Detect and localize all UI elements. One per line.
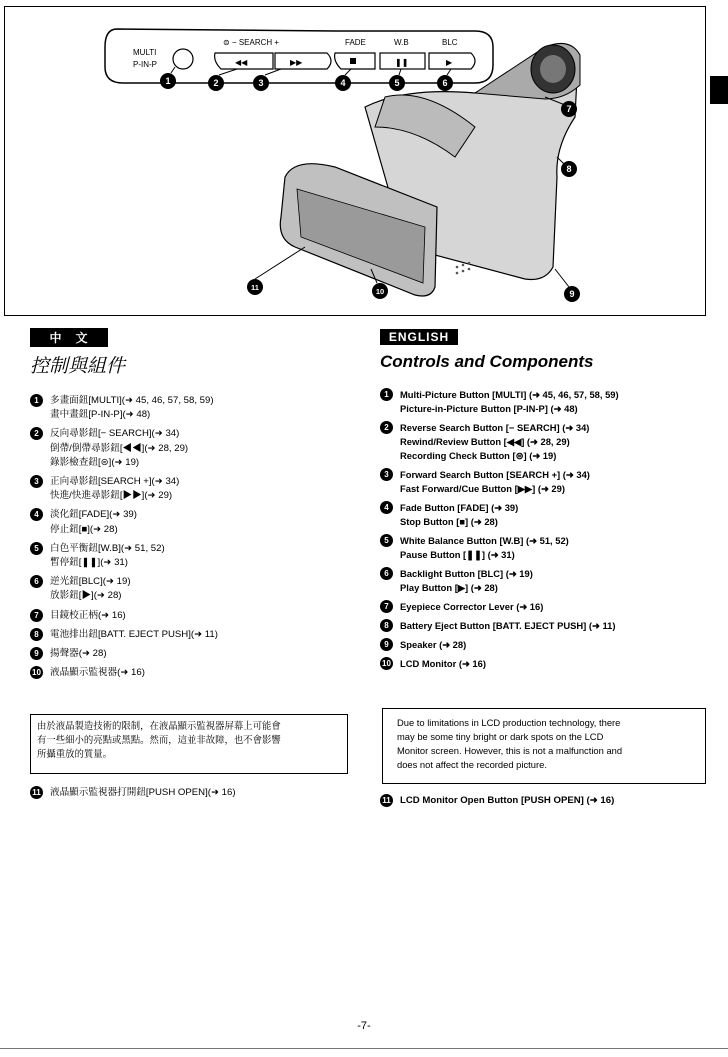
- english-item-3: [380, 468, 710, 496]
- english-item-1: [380, 388, 710, 416]
- notice-line: may be some tiny bright or dark spots on the LCD: [397, 731, 604, 742]
- item-text: 液晶顯示監視器打開鈕[PUSH OPEN](➜ 16): [50, 787, 236, 798]
- page-number: -7-: [357, 1020, 371, 1032]
- english-item-10: [380, 657, 710, 671]
- item-text-line: 逆光鈕[BLC](➜ 19): [50, 576, 131, 588]
- fade-label: FADE: [345, 38, 366, 47]
- pinp-label: P-IN-P: [133, 60, 157, 69]
- svg-text:7: 7: [566, 104, 572, 114]
- item-text-line: Rewind/Review Button [◀◀] (➜ 28, 29): [400, 436, 570, 447]
- item-text-line: Battery Eject Button [BATT. EJECT PUSH] (➜ 11): [400, 620, 616, 631]
- item-text-line: 白色平衡鈕[W.B](➜ 51, 52): [50, 542, 165, 554]
- english-item-9: [380, 638, 710, 652]
- multi-label: MULTI: [133, 48, 157, 57]
- item-text-line: 揚聲器(➜ 28): [50, 648, 107, 660]
- item-text-line: 多畫面鈕[MULTI](➜ 45, 46, 57, 58, 59): [50, 395, 214, 406]
- item-text-line: 淡化鈕[FADE](➜ 39): [50, 509, 137, 521]
- item-text-line: 放影鈕[▶](➜ 28): [50, 590, 122, 602]
- item-number-badge: 4: [30, 508, 43, 521]
- item-text-line: Forward Search Button [SEARCH +] (➜ 34): [400, 469, 590, 480]
- english-item-5: [380, 534, 710, 562]
- item-number-badge: 6: [380, 567, 393, 580]
- chinese-language-tag: 中 文: [30, 328, 108, 347]
- item-text-line: Speaker (➜ 28): [400, 639, 467, 650]
- item-number-badge: 5: [380, 534, 393, 547]
- item-number-badge: 7: [380, 600, 393, 613]
- item-text-line: Backlight Button [BLC] (➜ 19): [400, 568, 533, 579]
- english-column: [380, 328, 710, 676]
- notice-line: does not affect the recorded picture.: [397, 759, 547, 770]
- chinese-item-6: [30, 575, 352, 603]
- svg-text:3: 3: [258, 78, 264, 88]
- item-text-line: 快進/快進尋影鈕[▶▶](➜ 29): [50, 490, 173, 502]
- item-number-badge: 9: [30, 647, 43, 660]
- english-notice-box: [382, 708, 706, 784]
- item-text: LCD Monitor Open Button [PUSH OPEN] (➜ 16): [400, 795, 615, 806]
- chinese-item-8: [30, 628, 352, 642]
- item-number-badge: 5: [30, 542, 43, 555]
- svg-text:5: 5: [394, 78, 400, 88]
- english-item-6: [380, 567, 710, 595]
- english-language-tag: ENGLISH: [380, 329, 458, 345]
- chinese-item-11: [30, 786, 372, 800]
- item-text-line: White Balance Button [W.B] (➜ 51, 52): [400, 535, 569, 546]
- item-text-line: Fade Button [FADE] (➜ 39): [400, 502, 519, 513]
- pause-icon: ❚❚: [395, 58, 409, 67]
- svg-text:1: 1: [165, 76, 171, 86]
- chinese-column: [30, 328, 352, 685]
- item-number-badge: 6: [30, 575, 43, 588]
- chinese-item-list: [30, 394, 352, 680]
- chinese-item-3: [30, 475, 352, 503]
- chinese-item-10: [30, 666, 352, 680]
- notice-line: 所攝重放的質量。: [37, 748, 113, 759]
- item-number-badge: 10: [30, 666, 43, 679]
- svg-text:6: 6: [442, 78, 448, 88]
- item-text-line: 暫停鈕[❚❚](➜ 31): [50, 557, 128, 569]
- english-heading: Controls and Components: [380, 352, 594, 371]
- play-icon: ▶: [446, 58, 453, 67]
- section-tab-marker: [710, 76, 728, 104]
- chinese-item-5: [30, 542, 352, 570]
- english-item-11: [380, 794, 728, 808]
- item-number-badge: 1: [30, 394, 43, 407]
- english-item-8: [380, 619, 710, 633]
- item-number-badge: 7: [30, 609, 43, 622]
- item-text-line: Multi-Picture Button [MULTI] (➜ 45, 46, 57, 58, 59): [400, 389, 619, 400]
- item-number-badge: 11: [30, 786, 43, 799]
- item-text-line: 停止鈕[■](➜ 28): [50, 523, 118, 535]
- item-text-line: Reverse Search Button [− SEARCH] (➜ 34): [400, 422, 590, 433]
- item-text-line: 畫中畫鈕[P-IN-P](➜ 48): [50, 409, 151, 421]
- chinese-item-2: [30, 427, 352, 470]
- chinese-heading: 控制與組件: [30, 355, 126, 377]
- svg-text:10: 10: [375, 287, 385, 296]
- item-text-line: LCD Monitor (➜ 16): [400, 658, 486, 669]
- illustration-frame: [4, 6, 706, 316]
- bottom-rule: [0, 1048, 728, 1049]
- item-text-line: 錄影檢查鈕[⊜](➜ 19): [50, 456, 140, 468]
- item-text-line: 電池排出鈕[BATT. EJECT PUSH](➜ 11): [50, 628, 218, 640]
- item-number-badge: 4: [380, 501, 393, 514]
- svg-text:2: 2: [213, 78, 219, 88]
- chinese-item-1: [30, 394, 352, 422]
- search-label: ⊜ − SEARCH +: [223, 38, 280, 47]
- chinese-item-4: [30, 508, 352, 536]
- item-number-badge: 3: [380, 468, 393, 481]
- rewind-icon: ◀◀: [235, 58, 248, 67]
- item-text-line: Play Button [▶] (➜ 28): [400, 582, 498, 593]
- notice-line: 由於液晶製造技術的限制，在液晶顯示監視器屏幕上可能會: [37, 720, 281, 731]
- english-item-7: [380, 600, 710, 614]
- item-number-badge: 1: [380, 388, 393, 401]
- svg-text:11: 11: [251, 283, 259, 292]
- chinese-item-9: [30, 647, 352, 661]
- notice-line: Due to limitations in LCD production technology, there: [397, 717, 621, 728]
- item-number-badge: 8: [380, 619, 393, 632]
- item-text-line: Pause Button [❚❚] (➜ 31): [400, 549, 515, 560]
- item-text-line: 液晶顯示監視器(➜ 16): [50, 667, 145, 679]
- wb-label: W.B: [394, 38, 409, 47]
- camcorder-illustration: [5, 7, 705, 315]
- fast-forward-icon: ▶▶: [290, 58, 303, 67]
- english-item-4: [380, 501, 710, 529]
- chinese-notice-box: [30, 714, 348, 774]
- item-number-badge: 8: [30, 628, 43, 641]
- item-number-badge: 10: [380, 657, 393, 670]
- item-text-line: Eyepiece Corrector Lever (➜ 16): [400, 601, 544, 612]
- item-number-badge: 11: [380, 794, 393, 807]
- item-number-badge: 2: [380, 421, 393, 434]
- notice-line: Monitor screen. However, this is not a malfunction and: [397, 745, 623, 756]
- item-text-line: 目鏡校正柄(➜ 16): [50, 609, 126, 621]
- chinese-item-7: [30, 609, 352, 623]
- svg-text:8: 8: [566, 164, 572, 174]
- item-text-line: 正向尋影鈕[SEARCH +](➜ 34): [50, 476, 180, 488]
- item-text-line: Recording Check Button [⊜] (➜ 19): [400, 450, 557, 461]
- item-text-line: Picture-in-Picture Button [P-IN-P] (➜ 48): [400, 403, 578, 414]
- english-item-list: [380, 388, 710, 671]
- item-number-badge: 9: [380, 638, 393, 651]
- notice-line: 有一些細小的亮點或黑點。然而，這並非故障，也不會影響: [37, 734, 281, 745]
- stop-icon: [350, 58, 356, 64]
- svg-text:9: 9: [569, 289, 575, 299]
- item-text-line: Stop Button [■] (➜ 28): [400, 516, 498, 527]
- item-text-line: Fast Forward/Cue Button [▶▶] (➜ 29): [400, 483, 565, 494]
- item-text-line: 反向尋影鈕[− SEARCH](➜ 34): [50, 428, 180, 440]
- english-item-2: [380, 421, 710, 463]
- item-number-badge: 3: [30, 475, 43, 488]
- svg-text:4: 4: [340, 78, 346, 88]
- item-number-badge: 2: [30, 427, 43, 440]
- blc-label: BLC: [442, 38, 458, 47]
- item-text-line: 倒帶/倒帶尋影鈕[◀◀](➜ 28, 29): [50, 442, 189, 454]
